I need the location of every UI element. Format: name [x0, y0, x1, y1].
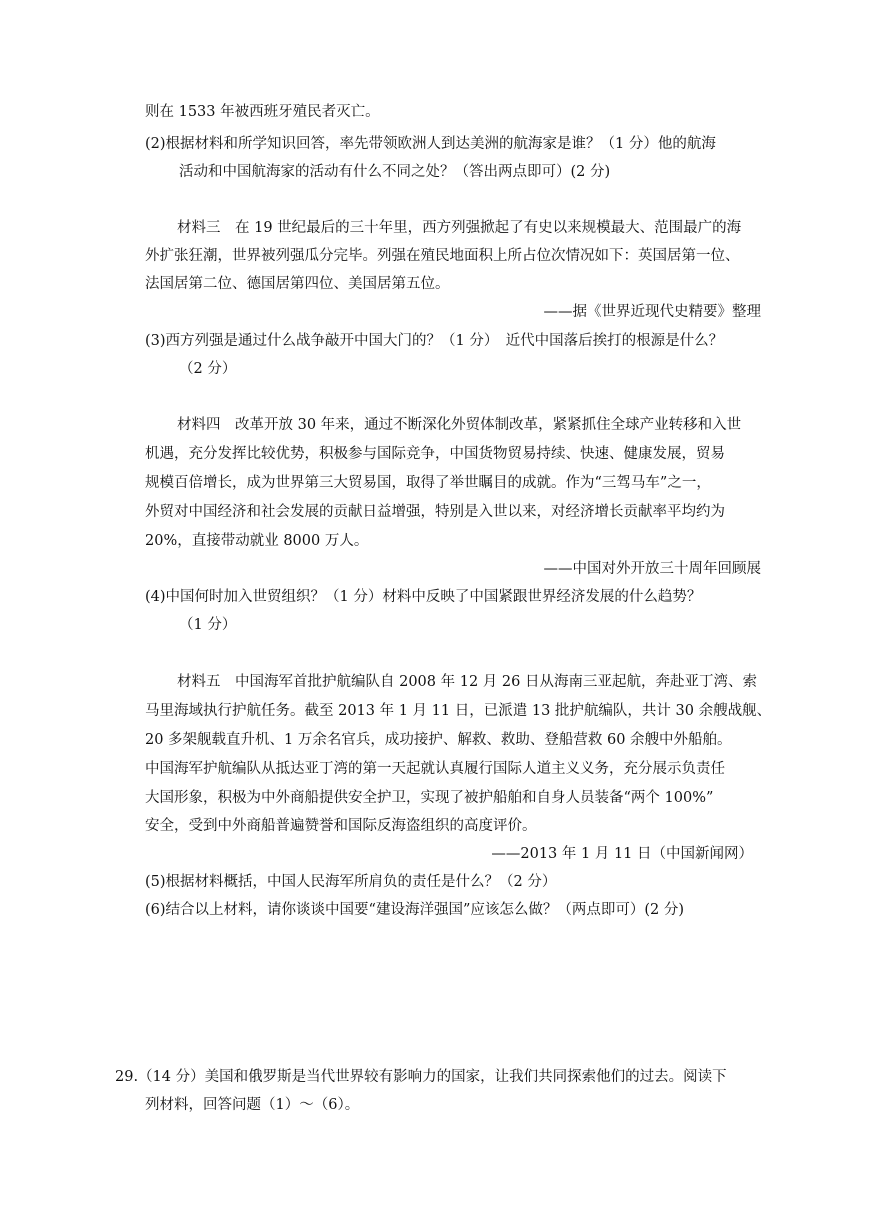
material-4-line-2: 机遇，充分发挥比较优势，积极参与国际竞争，中国货物贸易持续、快速、健康发展，贸易 [145, 446, 725, 462]
material-3-source: ——据《世界近现代史精要》整理 [543, 304, 761, 320]
text-line-previous-material: 则在 1533 年被西班牙殖民者灭亡。 [145, 104, 380, 120]
question-3-line-2: （2 分） [179, 361, 237, 377]
material-4-line-5: 20%，直接带动就业 8000 万人。 [145, 533, 369, 549]
question-2-line-1: (2)根据材料和所学知识回答，率先带领欧洲人到达美洲的航海家是谁？（1 分）他的航海 [145, 136, 716, 152]
question-4-line-1: (4)中国何时加入世贸组织？（1 分）材料中反映了中国紧跟世界经济发展的什么趋势？ [145, 589, 702, 605]
question-29-line-2: 列材料，回答问题（1）～（6）。 [145, 1097, 360, 1113]
material-4-line-4: 外贸对中国经济和社会发展的贡献日益增强，特别是入世以来，对经济增长贡献率平均约为 [145, 504, 725, 520]
material-3-line-3: 法国居第二位、德国居第四位、美国居第五位。 [145, 276, 450, 292]
material-4-line-1: 材料四 改革开放 30 年来，通过不断深化外贸体制改革，紧紧抓住全球产业转移和入世 [177, 417, 742, 433]
material-5-line-1: 材料五 中国海军首批护航编队自 2008 年 12 月 26 日从海南三亚起航，奔赴亚丁湾、索 [177, 674, 757, 690]
material-3-line-1: 材料三 在 19 世纪最后的三十年里，西方列强掀起了有史以来规模最大、范围最广的海 [177, 220, 742, 236]
material-4-source: ——中国对外开放三十周年回顾展 [543, 561, 761, 577]
material-5-line-4: 中国海军护航编队从抵达亚丁湾的第一天起就认真履行国际人道主义义务，充分展示负责任 [145, 761, 725, 777]
material-5-line-2: 马里海域执行护航任务。截至 2013 年 1 月 11 日，已派遣 13 批护航编队，共计 30 余艘战舰、 [145, 703, 772, 719]
question-6: (6)结合以上材料，请你谈谈中国要“建设海洋强国”应该怎么做？（两点即可）(2 分) [145, 902, 685, 918]
question-4-line-2: （1 分） [179, 617, 237, 633]
material-5-source: ——2013 年 1 月 11 日（中国新闻网） [491, 846, 753, 862]
question-3-line-1: (3)西方列强是通过什么战争敲开中国大门的？（1 分） 近代中国落后挨打的根源是什么？ [145, 333, 724, 349]
material-4-line-3: 规模百倍增长，成为世界第三大贸易国，取得了举世瞩目的成就。作为“三驾马车”之一， [145, 475, 711, 491]
material-3-line-2: 外扩张狂潮，世界被列强瓜分完毕。列强在殖民地面积上所占位次情况如下：英国居第一位、 [145, 248, 740, 264]
question-29-line-1: 29.（14 分）美国和俄罗斯是当代世界较有影响力的国家，让我们共同探索他们的过去。阅读下 [115, 1069, 727, 1085]
material-5-line-6: 安全，受到中外商船普遍赞誉和国际反海盗组织的高度评价。 [145, 818, 537, 834]
material-5-line-5: 大国形象，积极为中外商船提供安全护卫，实现了被护船舶和自身人员装备“两个 100%” [145, 790, 714, 806]
question-5: (5)根据材料概括，中国人民海军所肩负的责任是什么？（2 分） [145, 874, 557, 890]
material-5-line-3: 20 多架舰载直升机、1 万余名官兵，成功接护、解救、救助、登船营救 60 余艘中外船舶。 [145, 732, 732, 748]
question-2-line-2: 活动和中国航海家的活动有什么不同之处？（答出两点即可）(2 分) [179, 164, 611, 180]
